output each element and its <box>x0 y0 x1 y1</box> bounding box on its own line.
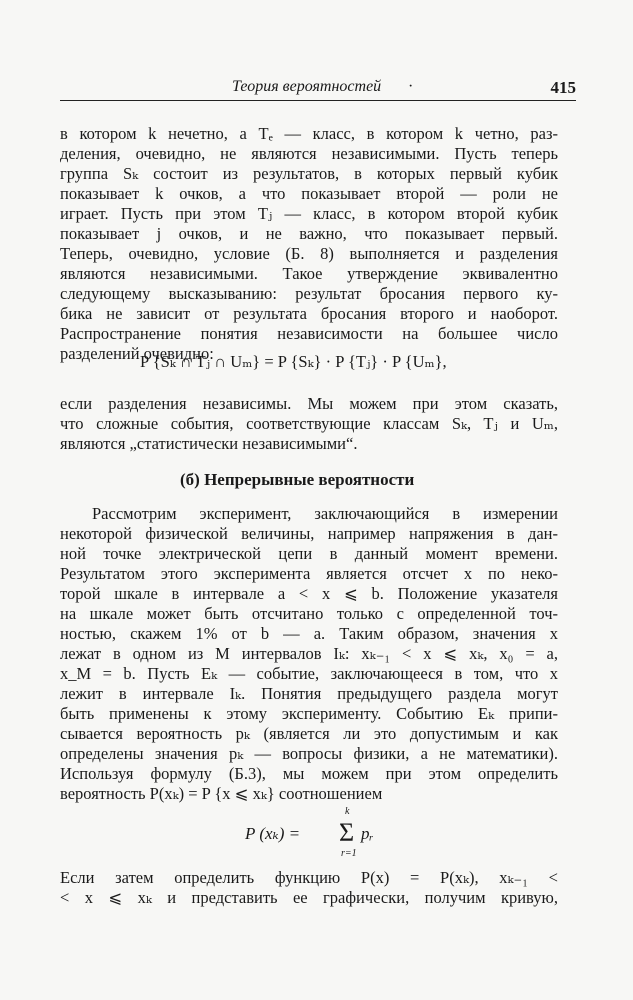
running-header <box>60 78 576 100</box>
text-line: некоторой физической величины, например напряжения в дан- <box>60 524 558 543</box>
text-line: Используя формулу (Б.3), мы можем при этом определить <box>60 764 558 783</box>
sum-upper-limit: k <box>345 806 350 817</box>
text-line: ной точке электрической цепи в данный момент времени. <box>60 544 558 563</box>
text-line: являются независимыми. Такое утверждение эквивалентно <box>60 264 558 283</box>
independence-formula: P {Sₖ ∩ Tⱼ ∩ Uₘ} = P {Sₖ} · P {Tⱼ} · P {Uₘ}, <box>140 352 447 371</box>
text-line: определены значения pₖ — вопросы физики, а не математики). <box>60 744 558 763</box>
text-line: следующему высказыванию: результат бросания первого ку- <box>60 284 558 303</box>
text-line: показывает j очков, и не важно, что показывает первый. <box>60 224 558 243</box>
text-line: являются „статистически независимыми“. <box>60 434 358 453</box>
text-line: что сложные события, соответствующие классам Sₖ, Tⱼ и Uₘ, <box>60 414 558 433</box>
text-line: разделений очевидно: <box>60 344 214 363</box>
text-line: вероятность P(xₖ) = P {x ⩽ xₖ} соотношением <box>60 784 383 803</box>
text-line: быть применены к этому эксперименту. Событию Eₖ припи- <box>60 704 558 723</box>
section-heading: (б) Непрерывные вероятности <box>180 470 415 489</box>
text-line: играет. Пусть при этом Tⱼ — класс, в котором второй кубик <box>60 204 558 223</box>
text-line: бика не зависит от результата бросания второго и наоборот. <box>60 304 558 323</box>
text-line: если разделения независимы. Мы можем при этом сказать, <box>60 394 558 413</box>
sigma-symbol: Σ <box>339 818 355 847</box>
text-line: деления, очевидно, не являются независимыми. Пусть теперь <box>60 144 558 163</box>
text-line: < x ⩽ xₖ и представить ее графически, получим кривую, <box>60 888 558 907</box>
text-line: лежит в интервале Iₖ. Понятия предыдущего раздела могут <box>60 684 558 703</box>
sum-term: pᵣ <box>361 824 374 843</box>
sum-lower-limit: r=1 <box>341 848 357 859</box>
header-dot: · <box>408 78 414 95</box>
text-line: на шкале может быть отсчитано только с определенной точ- <box>60 604 558 623</box>
text-line: показывает k очков, а что показывает второй — роли не <box>60 184 558 203</box>
header-rule <box>60 100 576 101</box>
text-line: сывается вероятность pₖ (является ли это допустимым и как <box>60 724 558 743</box>
text-line: ностью, скажем 1% от b — a. Таким образом, значения x <box>60 624 558 643</box>
cumulative-sum-formula <box>245 806 385 859</box>
text-line: x_M = b. Пусть Eₖ — событие, заключающееся в том, что x <box>60 664 558 683</box>
text-line: Результатом этого эксперимента является отсчет x по неко- <box>60 564 558 583</box>
running-title: Теория вероятностей <box>232 78 382 95</box>
sum-lhs: P (xₖ) = <box>245 824 301 843</box>
text-line: в котором k нечетно, а Tₑ — класс, в котором k четно, раз- <box>60 124 558 143</box>
text-line: группа Sₖ состоит из результатов, в которых первый кубик <box>60 164 558 183</box>
text-line: Рассмотрим эксперимент, заключающийся в измерении <box>92 504 558 523</box>
text-line: торой шкале в интервале a < x ⩽ b. Положение указателя <box>60 584 558 603</box>
text-line: лежат в одном из M интервалов Iₖ: xₖ₋₁ < x ⩽ xₖ, x₀ = a, <box>60 644 558 663</box>
text-line: Теперь, очевидно, условие (Б. 8) выполняется и разделения <box>60 244 558 263</box>
page-number: 415 <box>550 78 576 97</box>
text-line: Если затем определить функцию P(x) = P(xₖ), xₖ₋₁ < <box>60 868 558 887</box>
text-line: Распространение понятия независимости на большее число <box>60 324 558 343</box>
